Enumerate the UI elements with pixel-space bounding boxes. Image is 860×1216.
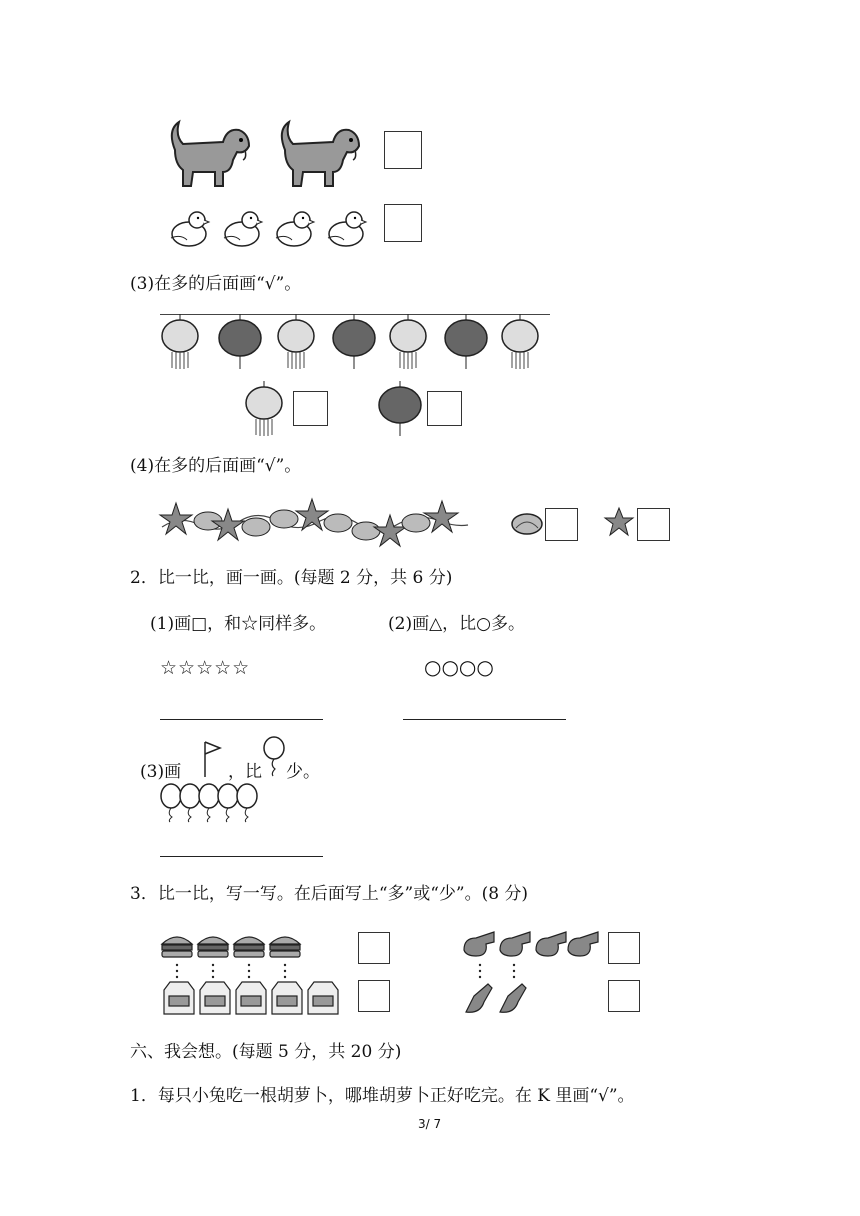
- answer-box-trumpets[interactable]: [608, 980, 640, 1012]
- dark-lantern-icon: [332, 314, 376, 370]
- question-3-label: (3)在多的后面画“√”。: [130, 274, 302, 294]
- answer-box-whistles[interactable]: [608, 932, 640, 964]
- balloon-icon: [262, 737, 286, 777]
- section-6-question-1: 1．每只小兔吃一根胡萝卜，哪堆胡萝卜正好吃完。在 K 里画“√”。: [130, 1086, 635, 1106]
- dog-icon: [275, 120, 365, 190]
- chick-icon: [165, 208, 210, 250]
- chick-icon: [270, 208, 315, 250]
- dark-lantern-icon: [378, 381, 422, 437]
- answer-box-chicks[interactable]: [384, 204, 422, 242]
- section-2-title: 2．比一比，画一画。(每题 2 分，共 6 分): [130, 568, 453, 588]
- stars-row: ☆☆☆☆☆: [160, 657, 251, 679]
- section-6-title: 六、我会想。(每题 5 分，共 20 分): [130, 1042, 402, 1062]
- answer-line-1[interactable]: [160, 719, 323, 720]
- light-lantern-icon: [160, 314, 200, 370]
- answer-box-milk[interactable]: [358, 980, 390, 1012]
- answer-line-2[interactable]: [403, 719, 566, 720]
- dark-lantern-icon: [218, 314, 262, 370]
- whistle-row: [462, 928, 602, 960]
- answer-box-dark-lantern[interactable]: [427, 391, 462, 426]
- dog-icon: [165, 120, 255, 190]
- dotted-connectors-right: [462, 962, 602, 980]
- flag-icon: [202, 740, 222, 778]
- light-lantern-icon: [500, 314, 540, 370]
- circles-row: ○○○○: [424, 655, 494, 679]
- light-lantern-icon: [276, 314, 316, 370]
- answer-line-3[interactable]: [160, 856, 323, 857]
- milk-carton-row: [160, 980, 340, 1016]
- section-2-sub-3-prefix: (3)画: [140, 762, 182, 782]
- answer-box-shell[interactable]: [545, 508, 578, 541]
- trumpet-row: [462, 980, 532, 1016]
- answer-box-light-lantern[interactable]: [293, 391, 328, 426]
- shell-starfish-chain: [160, 495, 470, 547]
- section-2-sub-3-suffix: 少。: [286, 762, 320, 782]
- dotted-connectors-left: [160, 962, 310, 980]
- light-lantern-icon: [388, 314, 428, 370]
- starfish-icon: [604, 507, 634, 537]
- answer-box-starfish[interactable]: [637, 508, 670, 541]
- section-3-title: 3．比一比，写一写。在后面写上“多”或“少”。(8 分): [130, 884, 529, 904]
- balloons-row: [160, 783, 260, 823]
- hamburger-row: [160, 930, 310, 960]
- question-4-label: (4)在多的后面画“√”。: [130, 456, 302, 476]
- section-2-sub-2: (2)画△，比○多。: [388, 614, 525, 634]
- answer-box-hamburgers[interactable]: [358, 932, 390, 964]
- dark-lantern-icon: [444, 314, 488, 370]
- section-2-sub-3-mid: ，比: [228, 762, 262, 782]
- shell-icon: [510, 512, 544, 536]
- section-2-sub-1: (1)画□，和☆同样多。: [150, 614, 327, 634]
- chick-icon: [322, 208, 367, 250]
- answer-box-dogs[interactable]: [384, 131, 422, 169]
- light-lantern-icon: [244, 381, 284, 437]
- chick-icon: [218, 208, 263, 250]
- page-number: 3/ 7: [418, 1117, 442, 1131]
